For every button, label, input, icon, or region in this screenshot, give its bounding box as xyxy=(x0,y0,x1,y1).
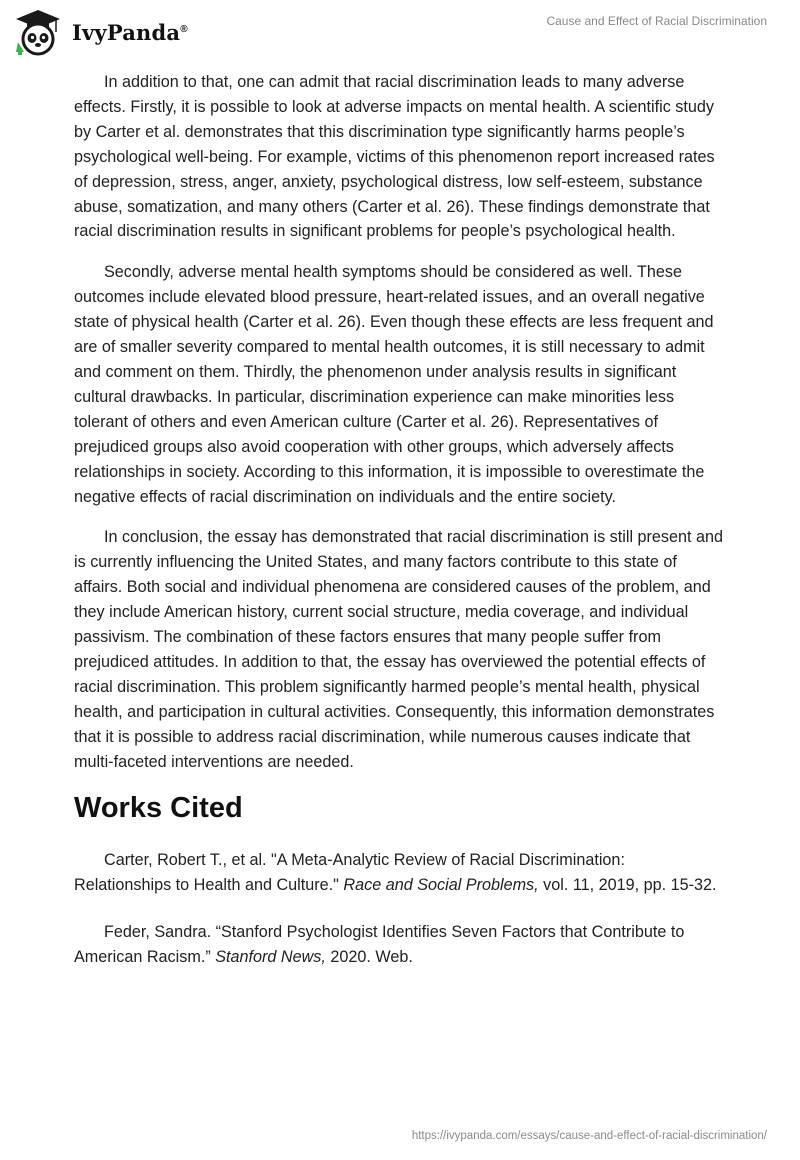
essay-body xyxy=(74,70,726,992)
page-header xyxy=(0,0,800,64)
document-title: Cause and Effect of Racial Discrimination xyxy=(546,14,767,28)
ivypanda-logo[interactable] xyxy=(12,8,188,56)
citation-source: Race and Social Problems, xyxy=(343,876,539,895)
works-cited-heading: Works Cited xyxy=(74,792,243,825)
panda-graduate-icon xyxy=(12,8,64,56)
paragraph-adverse-mental-effects: In addition to that, one can admit that racial discrimination leads to many adverse effects. Firstly, it is possible to look at adverse impacts on mental health. A scientific study by Carter et al. demonstrates that this discrimination type significantly harms people’s psychological well-being. For example, victims of this phenomenon report increased rates of depression, stress, anger, anxiety, psychological distress, low self-esteem, substance abuse, somatization, and many others (Carter et al. 26). These findings demonstrate that racial discrimination results in significant problems for people’s psychological health. xyxy=(74,73,715,241)
source-url[interactable]: https://ivypanda.com/essays/cause-and-effect-of-racial-discrimination/ xyxy=(411,1130,767,1142)
paragraph-physical-cultural-effects: Secondly, adverse mental health symptoms should be considered as well. These outcomes include elevated blood pressure, heart-related issues, and an overall negative state of physical health (Carter et al. 26). Even though these effects are less frequent and are of smaller severity compared to mental health outcomes, it is still necessary to admit and comment on them. Thirdly, the phenomenon under analysis results in significant cultural drawbacks. In particular, discrimination experience can make minorities less tolerant of others and even American culture (Carter et al. 26). Representatives of prejudiced groups also avoid cooperation with other groups, which adversely affects relationships in society. According to this information, it is impossible to overestimate the negative effects of racial discrimination on individuals and the entire society. xyxy=(74,263,714,506)
citation-carter: Carter, Robert T., et al. "A Meta-Analytic Review of Racial Discrimination: Relationships to Health and Culture." Race and Social Problems, vol. 11, 2019, pp. 15-32. xyxy=(74,851,717,895)
citation-source: Stanford News, xyxy=(215,948,326,967)
citation-feder: Feder, Sandra. “Stanford Psychologist Identifies Seven Factors that Contribute to American Racism.” Stanford News, 2020. Web. xyxy=(74,923,685,967)
paragraph-conclusion: In conclusion, the essay has demonstrated that racial discrimination is still present and is currently influencing the United States, and many factors contribute to this state of affairs. Both social and individual phenomena are considered causes of the problem, and they include American history, current social structure, media coverage, and individual passivism. The combination of these factors ensures that many people suffer from prejudiced attitudes. In addition to that, the essay has overviewed the potential effects of racial discrimination. This problem significantly harmed people’s mental health, physical health, and participation in cultural activities. Consequently, this information demonstrates that it is possible to address racial discrimination, while numerous causes indicate that multi-faceted interventions are needed. xyxy=(74,528,724,771)
brand-name: IvyPanda® xyxy=(72,19,188,45)
